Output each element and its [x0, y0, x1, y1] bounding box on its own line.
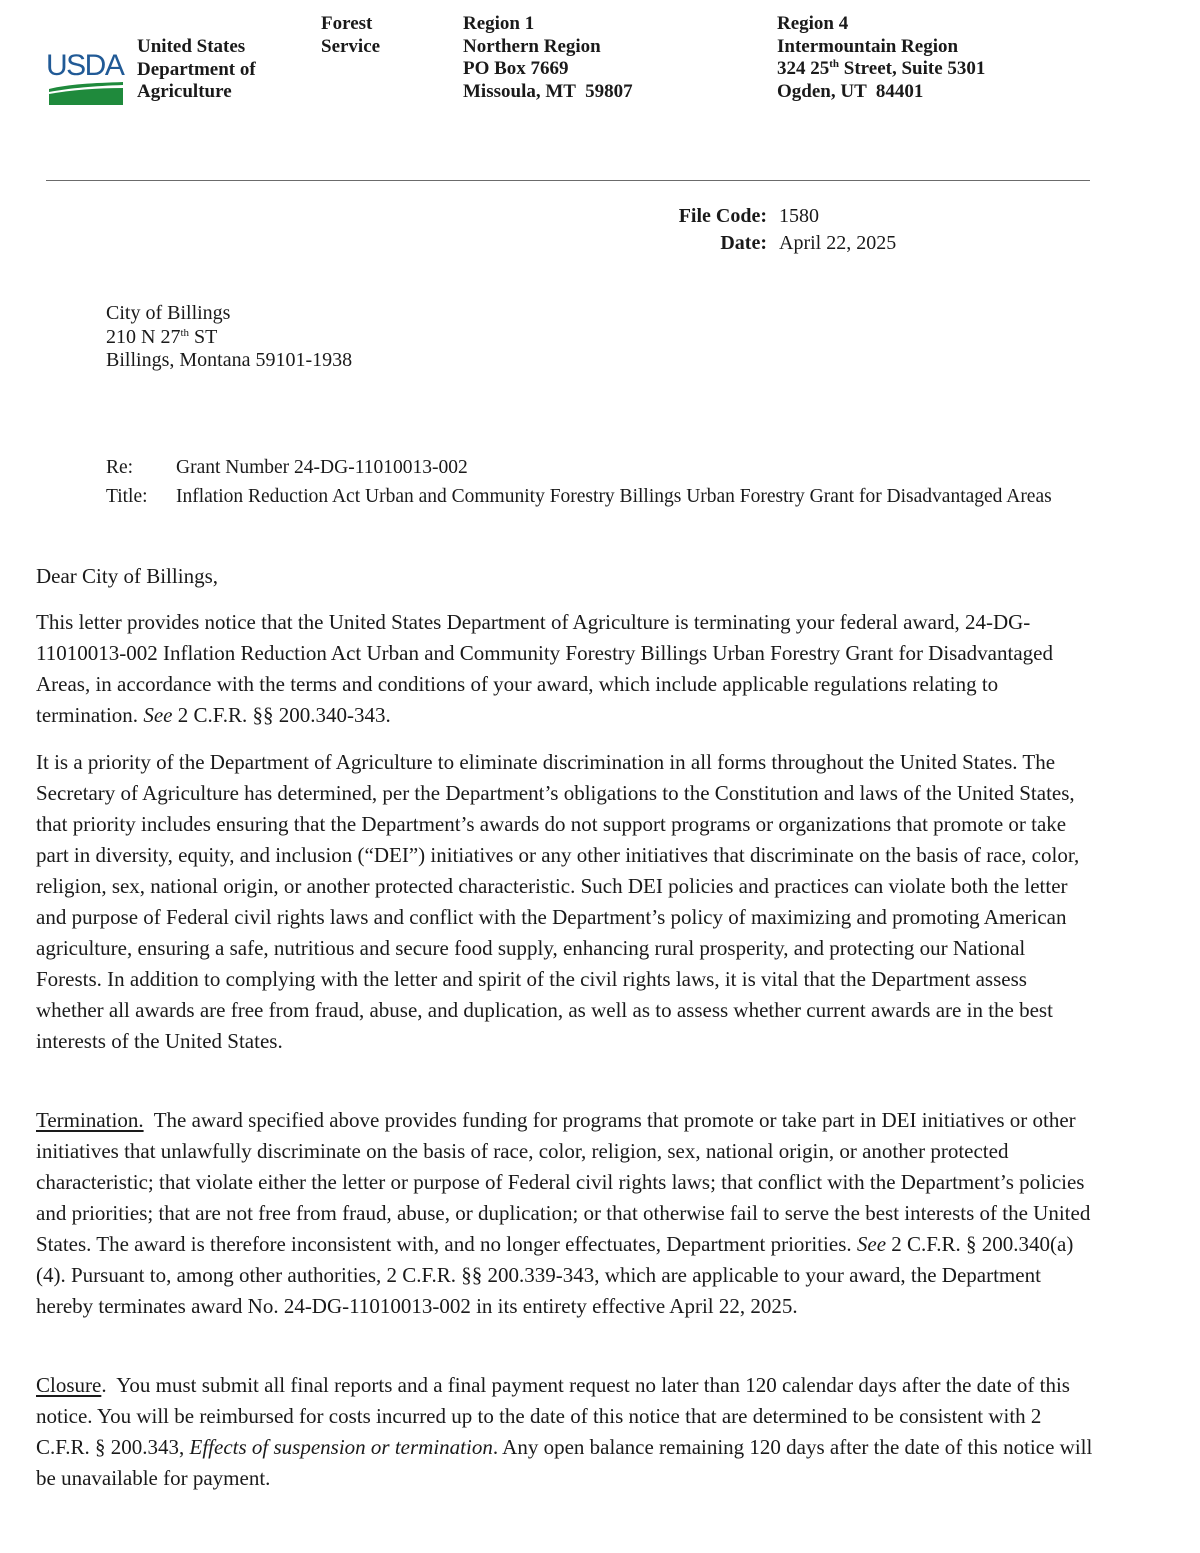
region4-line: Ogden, UT 84401 — [777, 80, 924, 102]
regulation-title: Effects of suspension or termination — [189, 1435, 493, 1459]
street-number: 210 N 27 — [106, 325, 181, 348]
region1-line: Missoula, MT 59807 — [463, 80, 633, 102]
region1-address — [463, 13, 633, 103]
usda-wordmark: USDA — [46, 49, 124, 82]
paragraph-priority: It is a priority of the Department of Agriculture to eliminate discrimination in all forms throughout the United States. The Secretary of Agriculture has determined, per the Department’s obligations to the Constitution and laws of the United States, that priority includes ensuring that the Department’s awards do not support programs or organizations that promote or take part in diversity, equity, and inclusion (“DEI”) initiatives or any other initiatives that discriminate on the basis of race, color, religion, sex, national origin, or another protected characteristic. Such DEI policies and practices can violate both the letter and purpose of Federal civil rights laws and conflict with the Department’s policy of maximizing and promoting American agriculture, ensuring a safe, nutritious and secure food supply, enhancing rural prosperity, and protecting our National Forests. In addition to complying with the letter and spirit of the civil rights laws, it is vital that the Department assess whether all awards are free from fraud, abuse, and duplication, as well as to assess whether current awards are in the best interests of the United States. — [36, 750, 1080, 1053]
closure-text: . You must submit all final reports and a final payment request no later than 120 calendar days after the date of this notice. You will be reimbursed for costs incurred up to the date of this notice that are determined to be consistent with 2 C.F.R. § 200.343, — [36, 1373, 1076, 1459]
street-number: 324 25 — [777, 58, 830, 79]
agency-name — [137, 36, 256, 104]
recipient-name: City of Billings — [106, 302, 231, 324]
service-name — [321, 13, 380, 58]
termination-text: The award specified above provides funding for programs that promote or take part in DEI initiatives or other initiatives that unlawfully discriminate on the basis of race, color, religion, sex, national origin, or another protected characteristic; that violate either the letter or purpose of Federal civil rights laws; that conflict with the Department’s policies and priorities; that are not free from fraud, abuse, or duplication; or that otherwise fail to serve the best interests of the United States. The award is therefore inconsistent with, and no longer effectuates, Department priorities. — [36, 1108, 1096, 1256]
region4-street — [777, 58, 985, 81]
date-label: Date: — [720, 232, 767, 254]
termination-heading: Termination. — [36, 1108, 144, 1132]
ordinal-suffix: th — [829, 58, 840, 70]
see-signal: See — [143, 703, 173, 727]
agency-line: Agriculture — [137, 81, 232, 102]
file-code-label: File Code: — [678, 205, 767, 227]
paragraph-closure — [36, 1370, 1096, 1494]
usda-logo-icon — [46, 49, 124, 106]
green-field-icon — [49, 82, 123, 105]
recipient-street — [106, 326, 352, 350]
service-line: Service — [321, 35, 381, 57]
agency-line: Department of — [137, 58, 256, 80]
closure-text-end: . Any open balance remaining 120 days after the date of this notice will be unavailable for payment. — [36, 1435, 1093, 1490]
service-line: Forest — [321, 13, 373, 34]
recipient-city: Billings, Montana 59101-1938 — [106, 349, 353, 371]
citation: 2 C.F.R. §§ 200.340-343. — [172, 703, 391, 727]
title-label: Title: — [106, 486, 148, 507]
termination-citation-text: 2 C.F.R. § 200.340(a)(4). Pursuant to, among other authorities, 2 C.F.R. §§ 200.339-343, which are applicable to your award, the Department hereby terminates award No. 24-DG-11010013-002 in its entirety effective April 22, 2025. — [36, 1232, 1074, 1318]
re-label: Re: — [106, 457, 134, 478]
region4-line: Intermountain Region — [777, 35, 959, 57]
see-signal: See — [856, 1232, 887, 1256]
grant-number: Grant Number 24-DG-11010013-002 — [176, 457, 468, 478]
paragraph-termination — [36, 1105, 1096, 1322]
agency-line: United States — [137, 36, 246, 57]
notice-text: This letter provides notice that the United States Department of Agriculture is terminating your federal award, 24-DG-11010013-002 Inflation Reduction Act Urban and Community Forestry Billings Urban Forestry Grant for Disadvantaged Areas, in accordance with the terms and conditions of your award, which include applicable regulations relating to termination. — [36, 610, 1053, 727]
street-rest: ST — [189, 325, 218, 348]
region1-line: PO Box 7669 — [463, 58, 569, 79]
file-code-value: 1580 — [779, 205, 819, 227]
region4-line: Region 4 — [777, 13, 849, 34]
letterhead-divider — [46, 180, 1090, 181]
region1-line: Northern Region — [463, 35, 601, 57]
region1-line: Region 1 — [463, 13, 535, 34]
street-rest: Street, Suite 5301 — [839, 58, 986, 79]
ordinal-suffix: th — [180, 326, 190, 339]
paragraph-notice — [36, 607, 1096, 731]
salutation: Dear City of Billings, — [36, 564, 218, 588]
closure-heading: Closure — [36, 1373, 102, 1397]
recipient-address — [106, 302, 352, 373]
grant-title: Inflation Reduction Act Urban and Community Forestry Billings Urban Forestry Grant for Disadvantaged Areas — [176, 486, 1052, 507]
date-value: April 22, 2025 — [779, 232, 897, 254]
region4-address — [777, 13, 985, 103]
